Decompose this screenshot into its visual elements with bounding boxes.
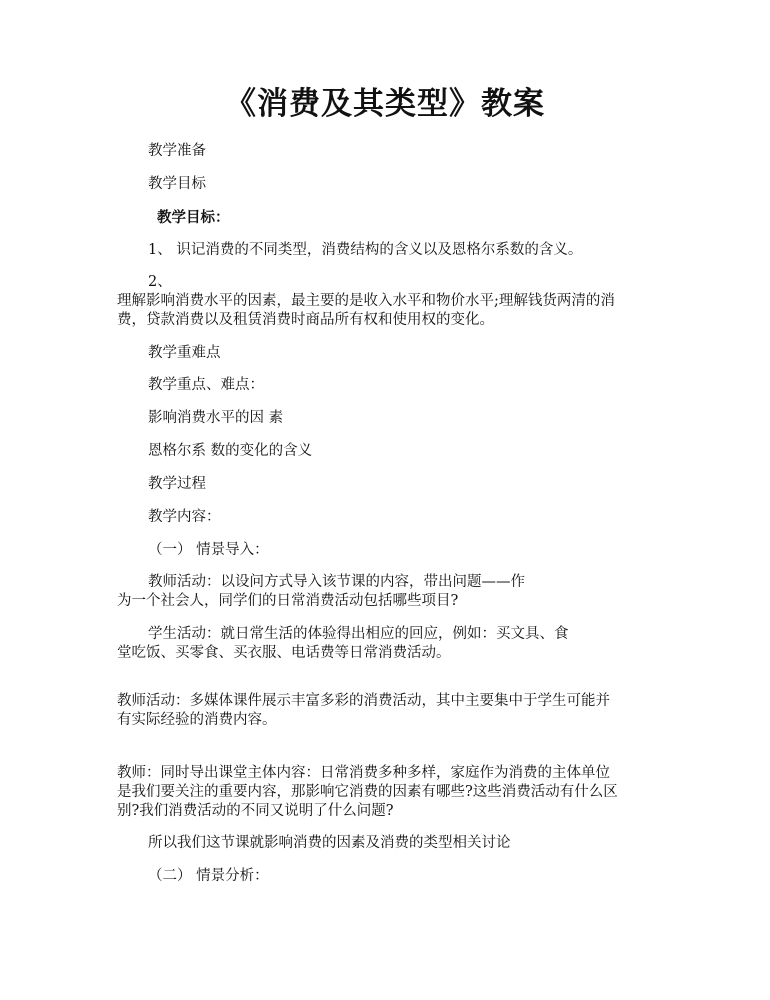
heading-prep: 教学准备 — [148, 143, 206, 159]
teacher-activity-1-line-1: 教师活动：以设问方式导入该节课的内容，带出问题——作 — [148, 574, 525, 590]
goal-subheading: 教学目标： — [157, 209, 230, 226]
student-activity-line-1: 学生活动：就日常生活的体验得出相应的回应，例如：买文具、食 — [148, 626, 569, 642]
section-2-heading: （二） 情景分析： — [148, 868, 269, 884]
teacher-activity-2-line-2: 有实际经验的消费内容。 — [117, 712, 277, 728]
teacher-3-line-1: 教师：同时导出课堂主体内容：日常消费多种多样，家庭作为消费的主体单位 — [117, 765, 610, 781]
teacher-activity-2-line-1: 教师活动：多媒体课件展示丰富多彩的消费活动，其中主要集中于学生可能并 — [117, 693, 610, 709]
key-point-1: 影响消费水平的因 素 — [148, 410, 284, 426]
key-point-2: 恩格尔系 数的变化的含义 — [148, 443, 313, 459]
teacher-3-line-2: 是我们要关注的重要内容，那影响它消费的因素有哪些?这些消费活动有什么区 — [117, 784, 618, 800]
heading-difficulty: 教学重难点 — [148, 345, 221, 361]
content-heading: 教学内容： — [148, 509, 221, 525]
heading-process: 教学过程 — [148, 476, 206, 492]
summary-line: 所以我们这节课就影响消费的因素及消费的类型相关讨论 — [148, 835, 511, 851]
goal-item-1: 1、 识记消费的不同类型，消费结构的含义以及恩格尔系数的含义。 — [148, 242, 583, 258]
heading-goal: 教学目标 — [148, 176, 206, 192]
student-activity-line-2: 堂吃饭、买零食、买衣服、电话费等日常消费活动。 — [117, 645, 451, 661]
section-1-heading: （一） 情景导入： — [148, 542, 269, 558]
key-heading: 教学重点、难点： — [148, 377, 264, 393]
goal-item-2-line-2: 费，贷款消费以及租赁消费时商品所有权和使用权的变化。 — [117, 312, 494, 328]
teacher-activity-1-line-2: 为一个社会人，同学们的日常消费活动包括哪些项目? — [117, 593, 459, 609]
document-title: 《消费及其类型》教案 — [225, 86, 545, 122]
teacher-3-line-3: 别?我们消费活动的不同又说明了什么问题? — [117, 803, 394, 819]
goal-item-2-number: 2、 — [148, 274, 172, 290]
goal-item-2-line-1: 理解影响消费水平的因素，最主要的是收入水平和物价水平;理解钱货两清的消 — [117, 293, 615, 309]
